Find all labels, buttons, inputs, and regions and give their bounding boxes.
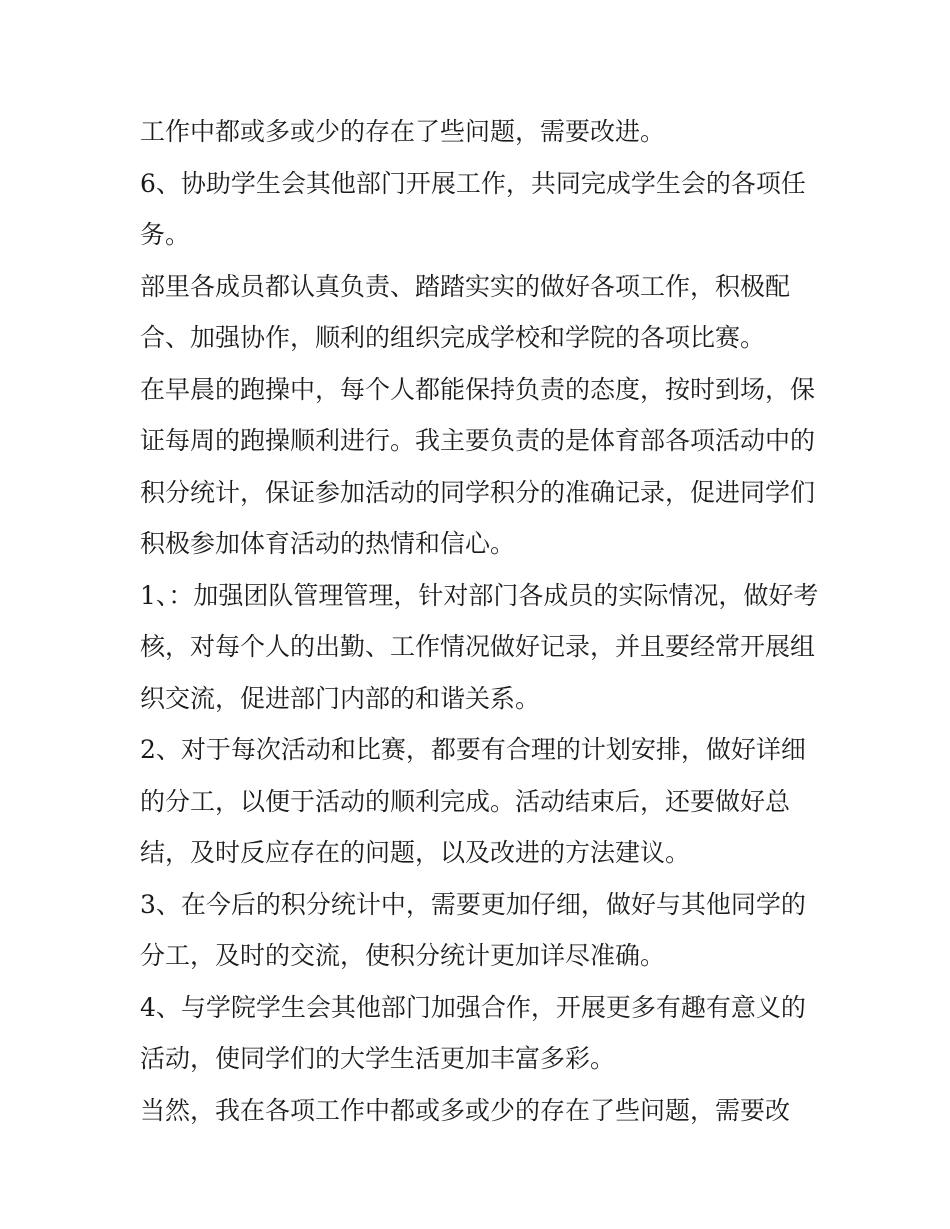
paragraph: 当然，我在各项工作中都或多或少的存在了些问题，需要改 bbox=[140, 1095, 791, 1125]
paragraph: 1、：加强团队管理管理，针对部门各成员的实际情况，做好考核，对每个人的出勤、工作情况做好记录，并且要经常开展组织交流，促进部门内部的和谐关系。 bbox=[140, 580, 819, 713]
paragraph: 4、与学院学生会其他部门加强合作，开展更多有趣有意义的活动，使同学们的大学生活更加丰富多彩。 bbox=[140, 992, 806, 1073]
paragraph: 部里各成员都认真负责、踏踏实实的做好各项工作，积极配合、加强协作，顺利的组织完成学校和学院的各项比赛。 bbox=[140, 271, 791, 352]
paragraph: 工作中都或多或少的存在了些问题，需要改进。 bbox=[140, 117, 666, 146]
paragraph: 3、在今后的积分统计中，需要更加仔细，做好与其他同学的分工，及时的交流，使积分统计更加详尽准确。 bbox=[140, 889, 806, 970]
document-body bbox=[140, 106, 820, 1136]
paragraph: 6、协助学生会其他部门开展工作，共同完成学生会的各项任务。 bbox=[140, 168, 806, 249]
paragraph: 2、对于每次活动和比赛，都要有合理的计划安排，做好详细的分工，以便于活动的顺利完成。活动结束后，还要做好总结，及时反应存在的问题，以及改进的方法建议。 bbox=[140, 735, 806, 867]
paragraph: 在早晨的跑操中，每个人都能保持负责的态度，按时到场，保证每周的跑操顺利进行。我主要负责的是体育部各项活动中的积分统计，保证参加活动的同学积分的准确记录，促进同学们积极参加体育活动的热情和信心。 bbox=[140, 374, 816, 558]
